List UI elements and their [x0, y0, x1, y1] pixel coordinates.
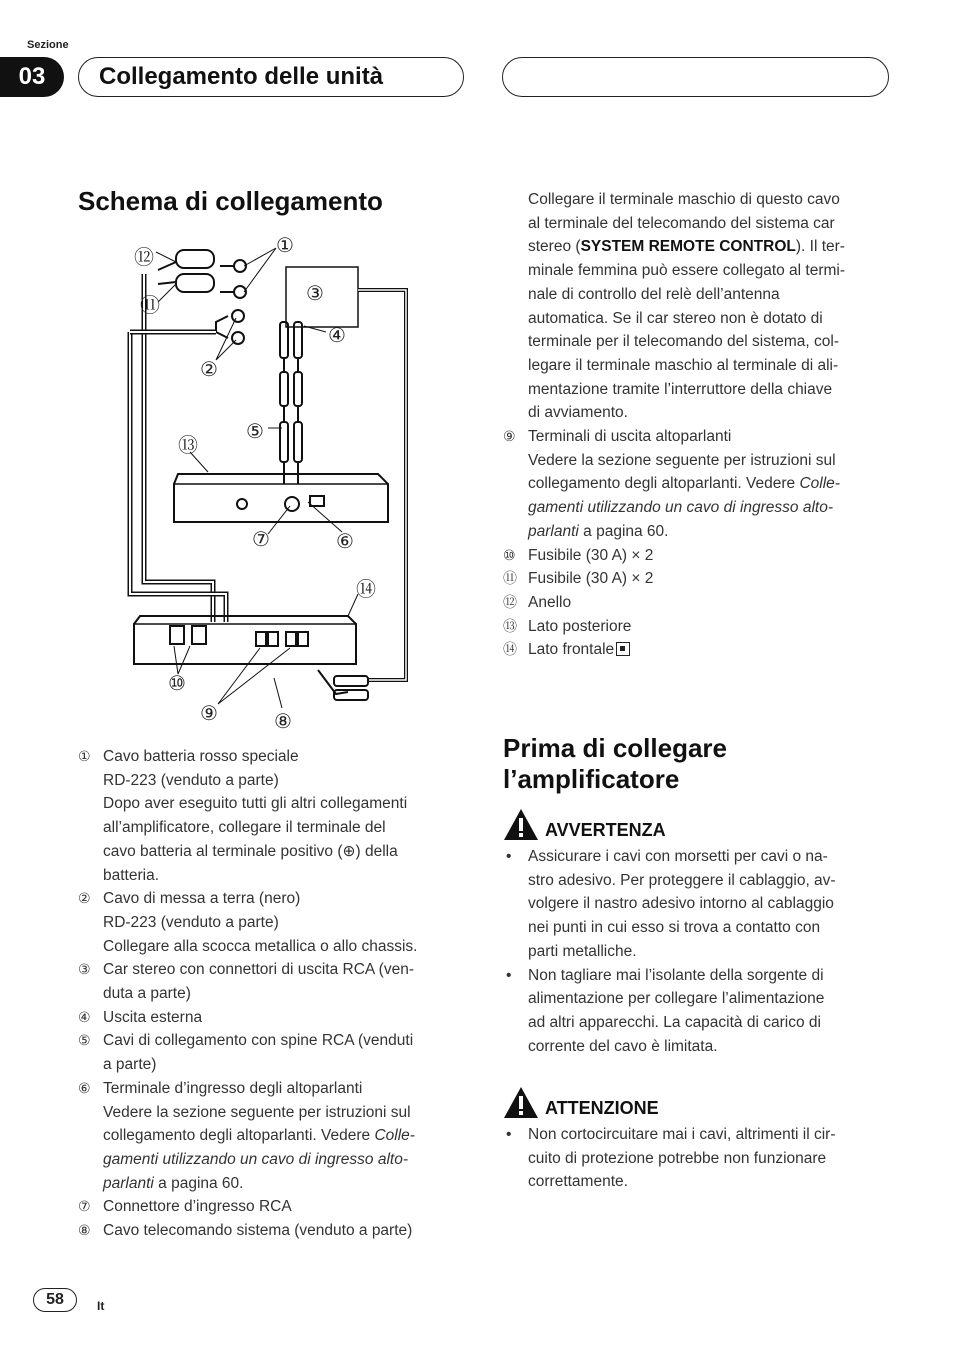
legend-item-2: ② Cavo di messa a terra (nero) RD-223 (venduto a parte) Collegare alla scocca metallica o allo chassis. [78, 890, 418, 955]
attenzione-bullet-1: • Non cortocircuitare mai i cavi, altrimenti il cir- cuito di protezione potrebbe non funzionare correttamente. [506, 1126, 836, 1191]
page-number: 58 [33, 1288, 77, 1312]
avvertenza-bullet-1: • Assicurare i cavi con morsetti per cavi o na- stro adesivo. Per proteggere il cablaggio, av- volgere il nastro adesivo intorno al cablaggio nei punti in cui esso si trova a contatto con parti metalliche. [506, 848, 836, 960]
legend-item-12: ⑫ Anello [503, 593, 572, 611]
diagram-label-6: ⑥ [336, 529, 354, 553]
section-title: Collegamento delle unità [78, 57, 464, 97]
diagram-label-3: ③ [306, 281, 324, 305]
language-code: It [97, 1299, 105, 1313]
section-label: Sezione [27, 39, 69, 51]
diagram-label-12: ⑫ [134, 245, 154, 269]
legend-item-8-continued: Collegare il terminale maschio di questo cavo al terminale del telecomando del sistema car stereo (SYSTEM REMOTE CONTROL). Il ter- minale femmina può essere collegato al termi- nale di controllo del relè dell’antenna automatica. Se il car stereo non è dotato di terminale per il telecomando del sistema, col- legare il terminale maschio al terminale di ali- mentazione tramite l’interruttore della chiave di avviamento. [528, 191, 846, 422]
avvertenza-bullet-2: • Non tagliare mai l’isolante della sorgente di alimentazione per collegare l’alimentazione ad altri apparecchi. La capacità di carico di corrente del cavo è limitata. [506, 966, 825, 1055]
avvertenza-list [503, 845, 893, 1058]
legend-item-5: ⑤ Cavi di collegamento con spine RCA (venduti a parte) [78, 1032, 414, 1074]
legend-item-6: ⑥ Terminale d’ingresso degli altoparlanti Vedere la sezione seguente per istruzioni sul collegamento degli altoparlanti. Vedere Colle- gamenti utilizzando un cavo di ingresso alto- parlanti a pagina 60. [78, 1079, 415, 1192]
legend-left [78, 745, 468, 1243]
legend-item-9: ⑨ Terminali di uscita altoparlanti Vedere la sezione seguente per istruzioni sul collegamento degli altoparlanti. Vedere Colle- gamenti utilizzando un cavo di ingresso alto- parlanti a pagina 60. [503, 428, 840, 540]
attenzione-list [503, 1123, 893, 1194]
legend-item-8: ⑧ Cavo telecomando sistema (venduto a parte) [78, 1222, 413, 1240]
diagram-label-4: ④ [328, 323, 346, 347]
diagram-label-11: ⑪ [140, 293, 160, 317]
legend-item-10: ⑩ Fusibile (30 A) × 2 [503, 546, 654, 564]
prima-heading: Prima di collegare l’amplificatore [503, 733, 727, 794]
warning-triangle-icon [503, 808, 539, 841]
diagram-label-14: ⑭ [356, 577, 376, 601]
legend-item-3: ③ Car stereo con connettori di uscita RCA (ven- duta a parte) [78, 961, 414, 1003]
legend-right [503, 188, 898, 662]
legend-item-14: ⑭ Lato frontale [503, 638, 898, 662]
avvertenza-heading: AVVERTENZA [503, 808, 666, 841]
legend-item-1: ① Cavo batteria rosso speciale RD-223 (venduto a parte) Dopo aver eseguito tutti gli altri collegamenti all’amplificatore, collegare il terminale del cavo batteria al terminale positivo (⊕) della batteria. [78, 748, 408, 884]
section-number-badge: 03 [0, 57, 64, 97]
attenzione-heading: ATTENZIONE [503, 1086, 659, 1119]
legend-item-13: ⑬ Lato posteriore [503, 617, 632, 635]
section-title-empty-box [502, 57, 889, 97]
legend-item-11: ⑪ Fusibile (30 A) × 2 [503, 570, 654, 588]
diagram-label-9: ⑨ [200, 701, 218, 725]
schema-heading: Schema di collegamento [78, 186, 383, 216]
diagram-label-2: ② [200, 357, 218, 381]
diagram-label-5: ⑤ [246, 419, 264, 443]
caution-triangle-icon [503, 1086, 539, 1119]
legend-item-4: ④ Uscita esterna [78, 1008, 203, 1026]
legend-item-7: ⑦ Connettore d’ingresso RCA [78, 1198, 292, 1216]
diagram-label-7: ⑦ [252, 527, 270, 551]
diagram-label-10: ⑩ [168, 671, 186, 695]
end-mark-icon [616, 642, 630, 656]
diagram-label-13: ⑬ [178, 433, 198, 457]
connection-diagram [78, 222, 478, 742]
diagram-label-8: ⑧ [274, 709, 292, 733]
diagram-label-1: ① [276, 233, 294, 257]
